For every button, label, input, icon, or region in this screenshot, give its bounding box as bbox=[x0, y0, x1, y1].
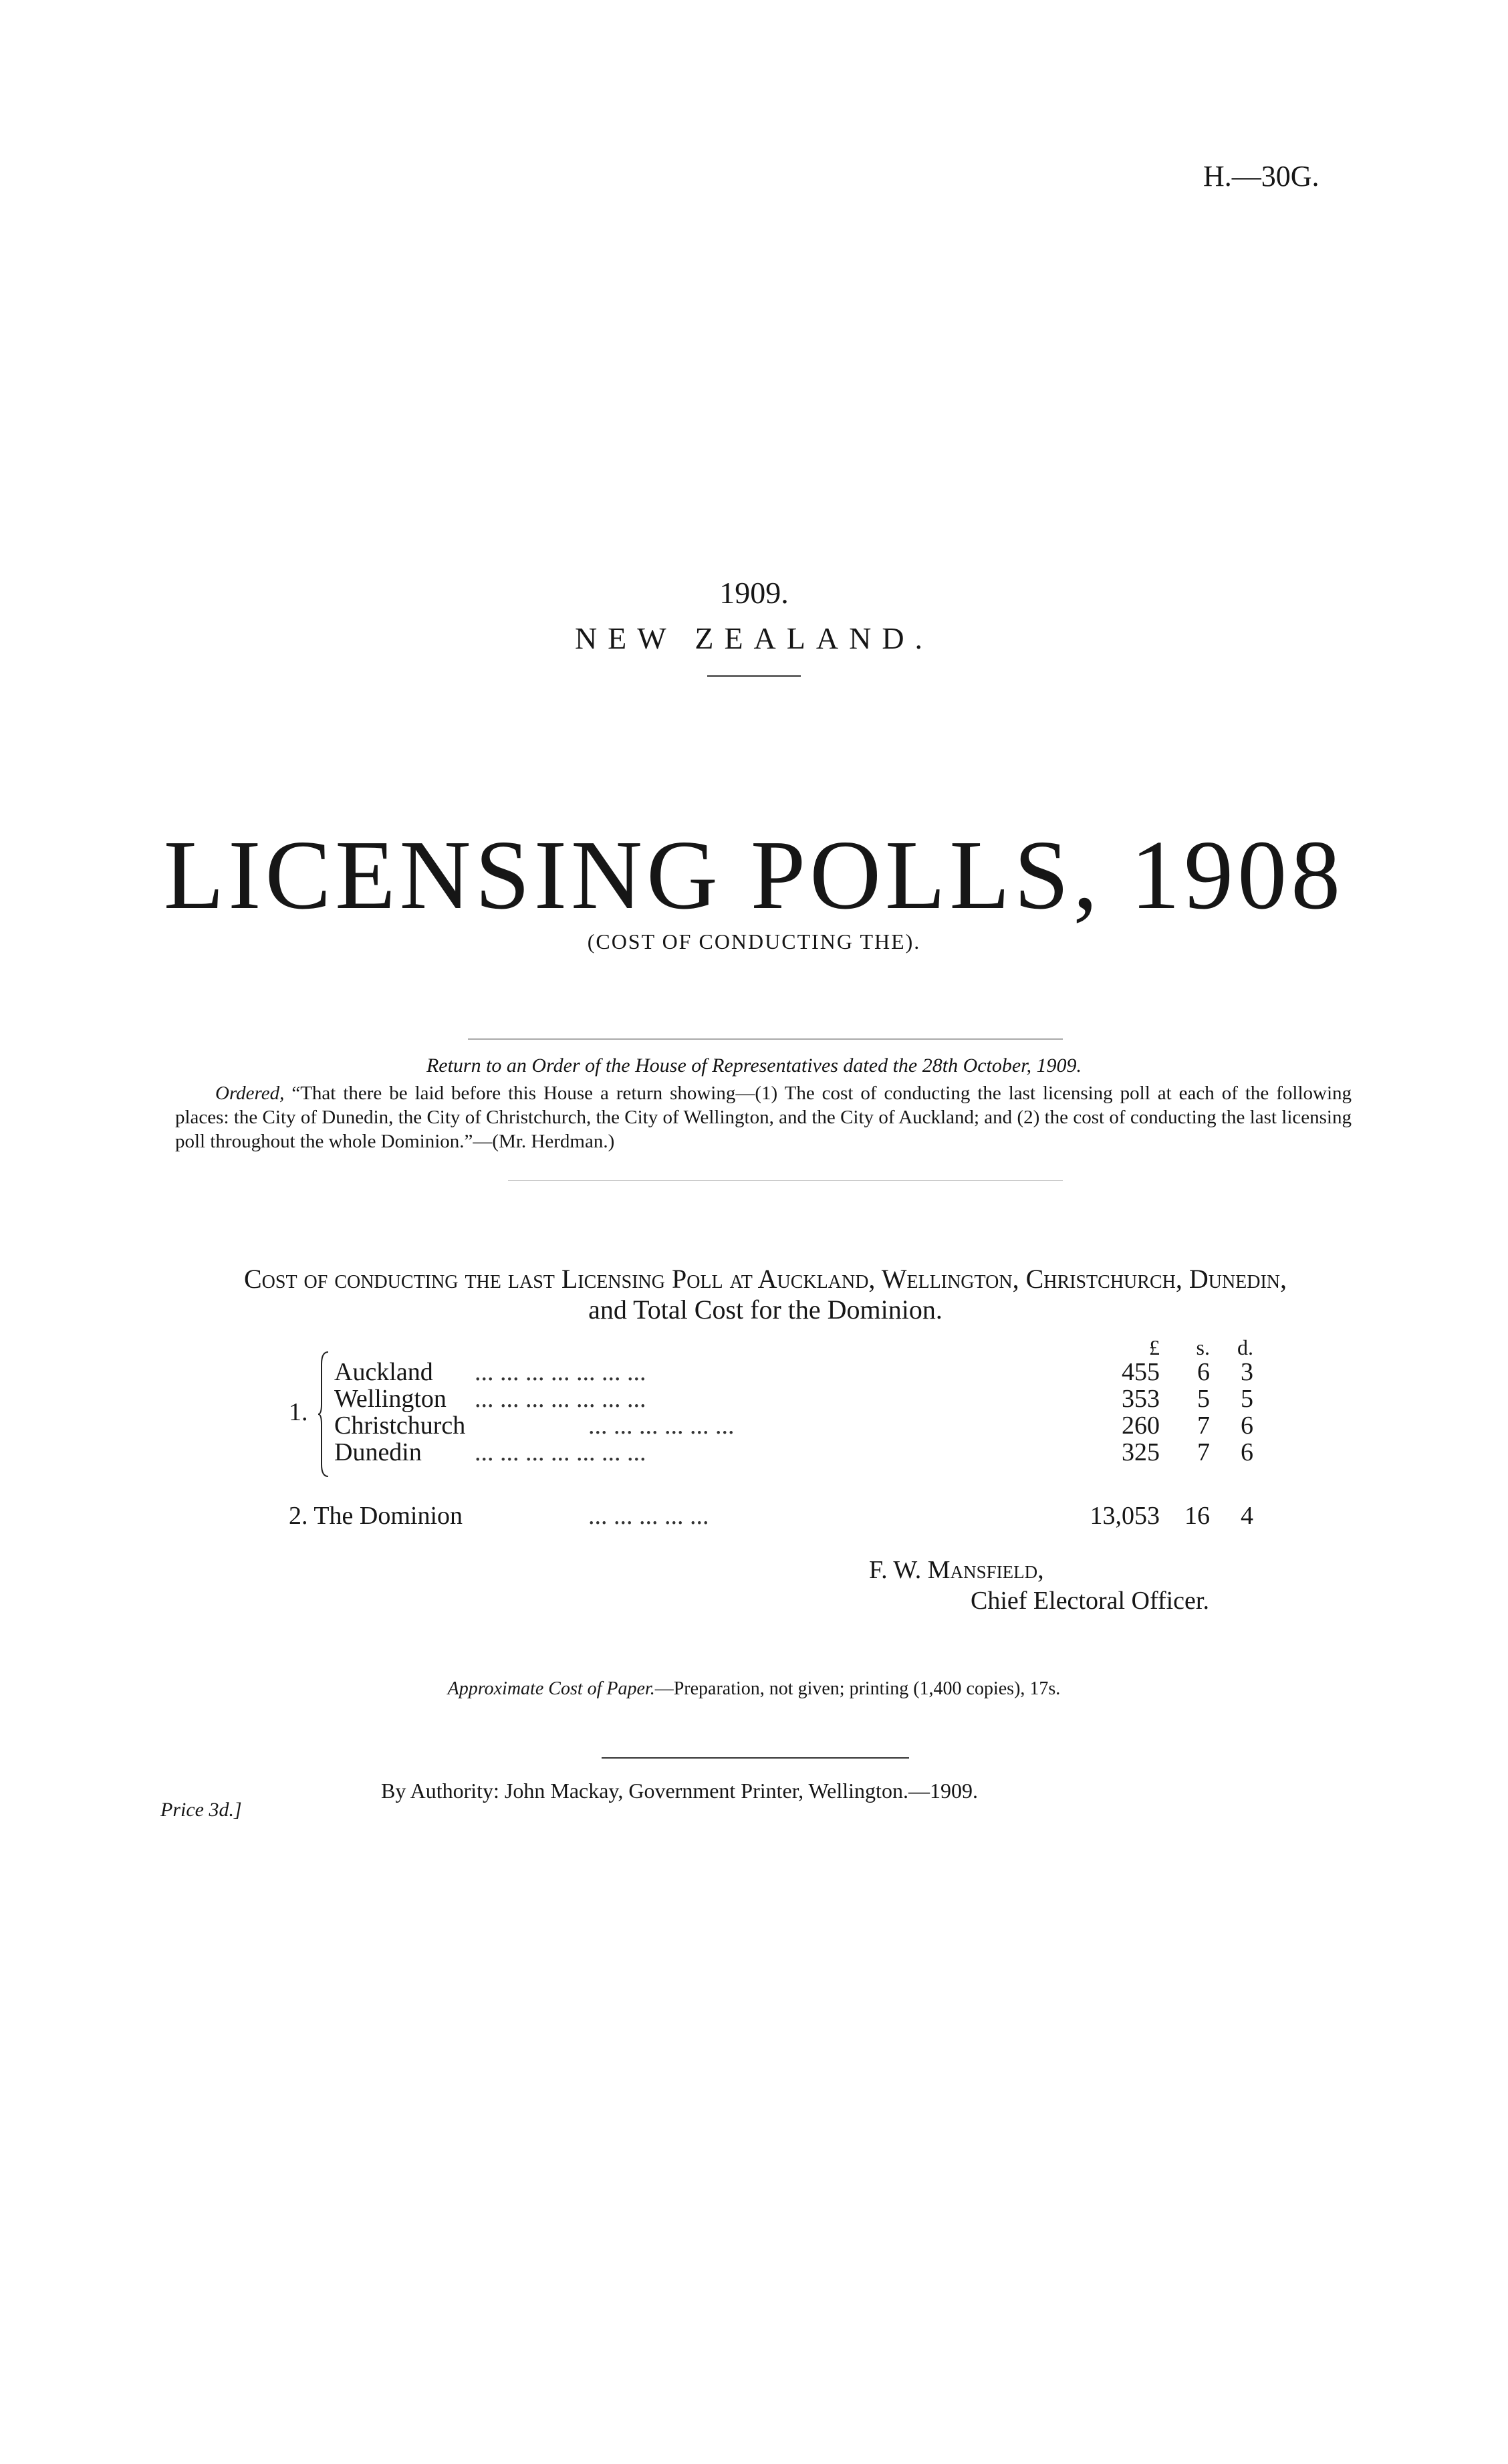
city-name: Dunedin bbox=[334, 1438, 422, 1466]
table-row-total bbox=[0, 1501, 1508, 1531]
city-name: Christchurch bbox=[334, 1412, 466, 1440]
ordered-label: Ordered, bbox=[215, 1083, 285, 1104]
city-name: Auckland bbox=[334, 1358, 433, 1386]
table-heading bbox=[180, 1264, 1350, 1325]
city-name: Wellington bbox=[334, 1385, 447, 1413]
leader-dots: ... ... ... ... ... ... ... bbox=[475, 1385, 646, 1413]
order-paragraph bbox=[175, 1081, 1352, 1153]
leader-dots: ... ... ... ... ... ... ... bbox=[475, 1358, 646, 1386]
amount-pence: 3 bbox=[1241, 1358, 1253, 1386]
group-number: 1. bbox=[289, 1398, 308, 1426]
paper-cost-label: Approximate Cost of Paper. bbox=[447, 1678, 655, 1699]
printer-authority: By Authority: John Mackay, Government Printer, Wellington.—1909. bbox=[381, 1779, 978, 1803]
amount-pence: 4 bbox=[1241, 1502, 1253, 1530]
amount-pounds: 353 bbox=[1122, 1385, 1160, 1413]
currency-units-header bbox=[0, 1333, 1508, 1359]
divider bbox=[508, 1180, 1063, 1181]
table-row bbox=[0, 1411, 1508, 1440]
amount-pence: 6 bbox=[1241, 1412, 1253, 1440]
amount-pence: 6 bbox=[1241, 1438, 1253, 1466]
price: Price 3d.] bbox=[160, 1799, 242, 1821]
amount-shillings: 16 bbox=[1184, 1502, 1210, 1530]
unit-pence: d. bbox=[1237, 1335, 1253, 1359]
amount-shillings: 7 bbox=[1197, 1438, 1210, 1466]
leader-dots: ... ... ... ... ... ... bbox=[588, 1412, 735, 1440]
table-heading-line-1: Cost of conducting the last Licensing Poll at Auckland, Wellington, Christchurch, Dunedin, bbox=[243, 1264, 1287, 1294]
table-row bbox=[0, 1438, 1508, 1467]
amount-shillings: 7 bbox=[1197, 1412, 1210, 1440]
page-title: LICENSING POLLS, 1908 bbox=[163, 820, 1345, 930]
document-reference: H.—30G. bbox=[1203, 160, 1320, 193]
unit-pounds: £ bbox=[1149, 1335, 1160, 1359]
paper-cost-text: —Preparation, not given; printing (1,400 copies), 17s. bbox=[654, 1678, 1061, 1699]
paper-cost-note bbox=[0, 1678, 1508, 1700]
amount-pounds: 455 bbox=[1122, 1358, 1160, 1386]
table-row bbox=[0, 1357, 1508, 1387]
amount-pounds: 325 bbox=[1122, 1438, 1160, 1466]
return-order-line: Return to an Order of the House of Representatives dated the 28th October, 1909. bbox=[426, 1054, 1082, 1077]
country-heading: NEW ZEALAND. bbox=[574, 621, 934, 655]
amount-shillings: 5 bbox=[1197, 1385, 1210, 1413]
amount-shillings: 6 bbox=[1197, 1358, 1210, 1386]
table-row bbox=[0, 1384, 1508, 1414]
signatory-title: Chief Electoral Officer. bbox=[971, 1587, 1209, 1615]
divider bbox=[602, 1757, 909, 1759]
unit-shillings: s. bbox=[1196, 1335, 1210, 1359]
leader-dots: ... ... ... ... ... ... ... bbox=[475, 1438, 646, 1466]
leader-dots: ... ... ... ... ... bbox=[588, 1502, 709, 1530]
total-label: 2. The Dominion bbox=[289, 1502, 463, 1530]
table-heading-line-2: and Total Cost for the Dominion. bbox=[588, 1295, 943, 1325]
divider bbox=[707, 675, 801, 677]
publication-year: 1909. bbox=[719, 576, 789, 610]
ordered-text: “That there be laid before this House a return showing—(1) The cost of conducting the last licensing poll at each of the following places: the City of Dunedin, the City of Christchurch, the City of Wellington, and the City of Auckland; and (2) the cost of conducting the last licensing poll throughout the whole Dominion.”—(Mr. Herdman.) bbox=[175, 1083, 1352, 1152]
amount-pence: 5 bbox=[1241, 1385, 1253, 1413]
amount-pounds: 13,053 bbox=[1090, 1502, 1160, 1530]
divider bbox=[468, 1038, 1063, 1040]
amount-pounds: 260 bbox=[1122, 1412, 1160, 1440]
signatory-name: F. W. Mansfield, bbox=[869, 1556, 1044, 1584]
page-subtitle: (COST OF CONDUCTING THE). bbox=[587, 929, 921, 954]
